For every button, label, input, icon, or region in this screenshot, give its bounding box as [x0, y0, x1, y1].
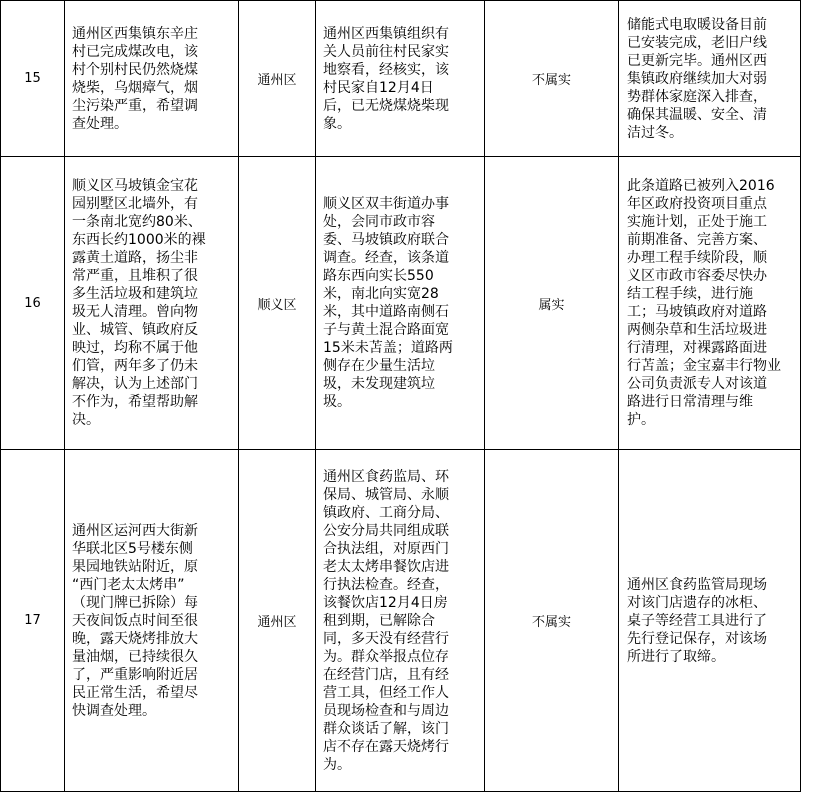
- investigation-cell: 通州区西集镇组织有 关人员前往村民家实 地察看，经核实，该 村民家自12月4日 后，已无烧煤烧柴现 象。: [316, 1, 485, 157]
- row-number: 17: [1, 450, 65, 792]
- row-number: 15: [1, 1, 65, 157]
- handling-cell: 通州区食药监管局现场 对该门店遗存的冰柜、 桌子等经营工具进行了 先行登记保存，对该场 所进行了取缔。: [619, 450, 801, 792]
- table-row: [1, 1, 801, 157]
- complaint-cell: 顺义区马坡镇金宝花 园别墅区北墙外，有 一条南北宽约80米、 东西长约1000米的裸 露黄土道路，扬尘非 常严重，且堆积了很 多生活垃圾和建筑垃 圾无人清理。曾向物 业、城管、镇政府反 映过，均称不属于他 们管，两年多了仍未 解决，认为上述部门 不作为，希望帮助解 决。: [65, 157, 239, 450]
- row-number: 16: [1, 157, 65, 450]
- table-row: [1, 157, 801, 450]
- handling-cell: 此条道路已被列入2016 年区政府投资项目重点 实施计划，正处于施工 前期准备、完善方案、 办理工程手续阶段，顺 义区市政市容委尽快办 结工程手续，进行施 工；马坡镇政府对道路 两侧杂草和生活垃圾进 行清理，对裸露路面进 行苫盖；金宝嘉丰行物业 公司负责派专人对该道 路进行日常清理与维 护。: [619, 157, 801, 450]
- investigation-cell: 通州区食药监局、环 保局、城管局、永顺 镇政府、工商分局、 公安分局共同组成联 合执法组，对原西门 老太太烤串餐饮店进 行执法检查。经查， 该餐饮店12月4日房 租到期，已解除合 同，多天没有经营行 为。群众举报点位存 在经营门店，且有经 营工具，但经工作人 员现场检查和与周边 群众谈话了解，该门 店不存在露天烧烤行 为。: [316, 450, 485, 792]
- district-cell: 通州区: [239, 1, 316, 157]
- complaint-cell: 通州区运河西大街新 华联北区5号楼东侧 果园地铁站附近，原 “西门老太太烤串” （现门牌已拆除）每 天夜间饭点时间至很 晚，露天烧烤排放大 量油烟，已持续很久 了，严重影响附近居 民正常生活，希望尽 快调查处理。: [65, 450, 239, 792]
- verdict-cell: 属实: [485, 157, 619, 450]
- district-cell: 顺义区: [239, 157, 316, 450]
- handling-cell: 储能式电取暖设备目前 已安装完成，老旧户线 已更新完毕。通州区西 集镇政府继续加大对弱 势群体家庭深入排查， 确保其温暖、安全、清 洁过冬。: [619, 1, 801, 157]
- complaint-cell: 通州区西集镇东辛庄 村已完成煤改电，该 村个别村民仍然烧煤 烧柴，乌烟瘴气，烟 尘污染严重，希望调 查处理。: [65, 1, 239, 157]
- investigation-cell: 顺义区双丰街道办事 处，会同市政市容 委、马坡镇政府联合 调查。经查，该条道 路东西向实长550 米，南北向实宽28 米，其中道路南侧石 子与黄土混合路面宽 15米未苫盖；道路两 侧存在少量生活垃 圾，未发现建筑垃 圾。: [316, 157, 485, 450]
- verdict-cell: 不属实: [485, 1, 619, 157]
- district-cell: 通州区: [239, 450, 316, 792]
- verdict-cell: 不属实: [485, 450, 619, 792]
- table-row: [1, 450, 801, 792]
